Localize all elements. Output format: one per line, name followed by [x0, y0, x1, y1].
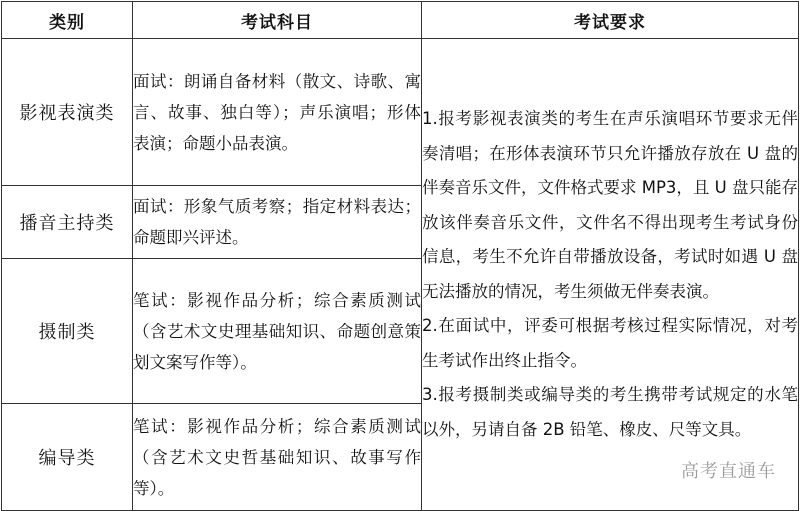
requirement-item: 2.在面试中，评委可根据考核过程实际情况，对考生考试作出终止指令。 [422, 316, 798, 370]
category-cell: 播音主持类 [2, 186, 133, 259]
subjects-cell: 面试：朗诵自备材料（散文、诗歌、寓言、故事、独白等）；声乐演唱；形体表演；命题小品表演。 [133, 39, 422, 186]
category-cell: 摄制类 [2, 259, 133, 404]
requirement-item: 1.报考影视表演类的考生在声乐演唱环节要求无伴奏清唱；在形体表演环节只允许播放存放在 U 盘的伴奏音乐文件，文件格式要求 MP3，且 U 盘只能存放该伴奏音乐文件，文件名不得出现考生考试身份信息，考生不允许自带播放设备，考试时如遇 U 盘无法播放的情况，考生须做无伴奏表演。 [422, 109, 798, 301]
header-subjects: 考试科目 [133, 2, 422, 39]
table-row [2, 39, 799, 186]
watermark: 高考直通车 [681, 457, 776, 483]
category-cell: 编导类 [2, 404, 133, 511]
subjects-cell: 笔试：影视作品分析；综合素质测试（含艺术文史理基础知识、命题创意策划文案写作等）。 [133, 259, 422, 404]
header-category: 类别 [2, 2, 133, 39]
category-cell: 影视表演类 [2, 39, 133, 186]
subjects-cell: 笔试：影视作品分析；综合素质测试（含艺术文史哲基础知识、故事写作等）。 [133, 404, 422, 511]
header-requirements: 考试要求 [422, 2, 799, 39]
subjects-cell: 面试：形象气质考察；指定材料表达；命题即兴评述。 [133, 186, 422, 259]
exam-requirements-table [1, 1, 799, 511]
requirement-item: 3.报考摄制类或编导类的考生携带考试规定的水笔以外，另请自备 2B 铅笔、橡皮、尺等文具。 [422, 385, 798, 439]
requirements-cell [422, 39, 799, 511]
header-row [2, 2, 799, 39]
